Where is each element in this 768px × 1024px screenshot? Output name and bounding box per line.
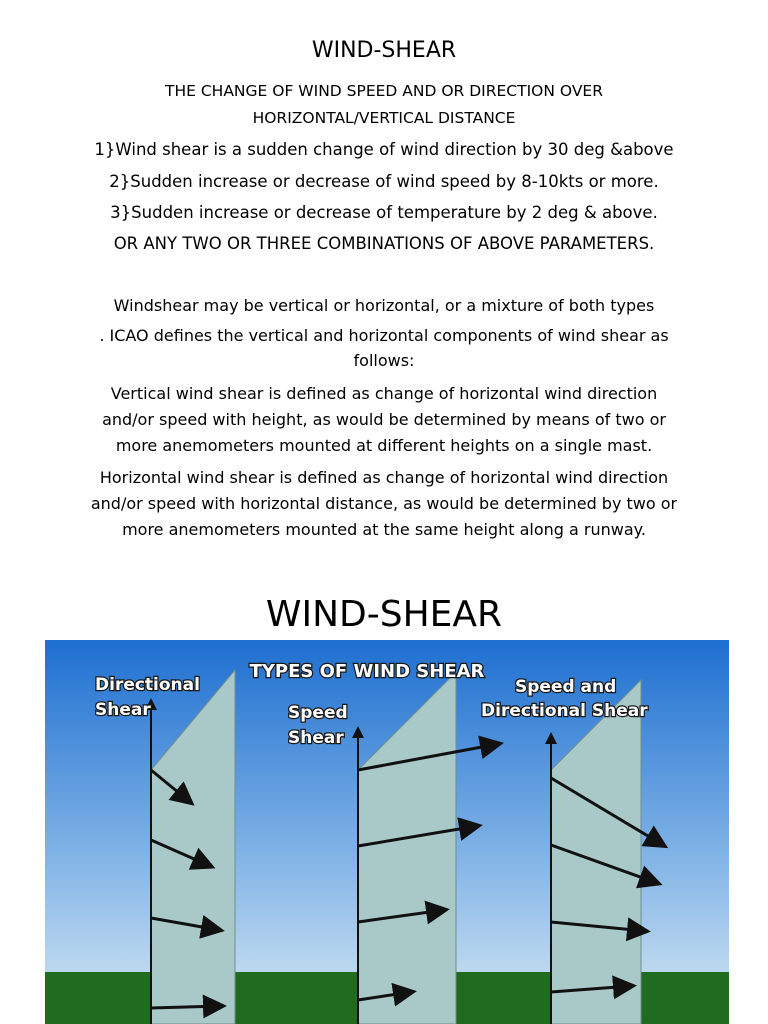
windshear-types-text: Windshear may be vertical or horizontal, or a mixture of both types [113,296,655,315]
criterion-1: 1}Wind shear is a sudden change of wind direction by 30 deg &above [94,140,674,159]
figure-title: TYPES OF WIND SHEAR [249,661,485,682]
speed-shear-label-line-1: Speed [288,703,348,723]
speed-shear-label-line-2: Shear [288,728,344,748]
horizontal-shear-line-2: and/or speed with horizontal distance, as would be determined by two or [90,494,678,513]
wind-shear-diagram [45,640,729,1024]
horizontal-shear-line-1: Horizontal wind shear is defined as change of horizontal wind direction [99,468,669,487]
diagram-svg [45,640,729,1024]
combined-shear-label-line-1: Speed and [515,677,617,697]
page-title: WIND-SHEAR [311,38,457,63]
criterion-3: 3}Sudden increase or decrease of temperature by 2 deg & above. [110,203,658,222]
definition-line-2: HORIZONTAL/VERTICAL DISTANCE [252,109,516,127]
vertical-shear-line-1: Vertical wind shear is defined as change of horizontal wind direction [110,384,658,403]
combined-shear-label-line-2: Directional Shear [481,701,648,721]
definition-line-1: THE CHANGE OF WIND SPEED AND OR DIRECTION OVER [165,82,603,100]
icao-text-line-2: follows: [353,351,415,370]
icao-text-line-1: . ICAO defines the vertical and horizontal components of wind shear as [99,326,669,345]
vertical-shear-line-3: more anemometers mounted at different heights on a single mast. [115,436,653,455]
criterion-2: 2}Sudden increase or decrease of wind speed by 8-10kts or more. [109,172,659,191]
slide-title: WIND-SHEAR [265,594,503,635]
directional-shear-label-line-2: Shear [95,700,151,720]
directional-shear-label-line-1: Directional [95,675,200,695]
criterion-summary: OR ANY TWO OR THREE COMBINATIONS OF ABOVE PARAMETERS. [113,234,655,253]
horizontal-shear-line-3: more anemometers mounted at the same height along a runway. [122,520,646,539]
vertical-shear-line-2: and/or speed with height, as would be determined by means of two or [102,410,666,429]
